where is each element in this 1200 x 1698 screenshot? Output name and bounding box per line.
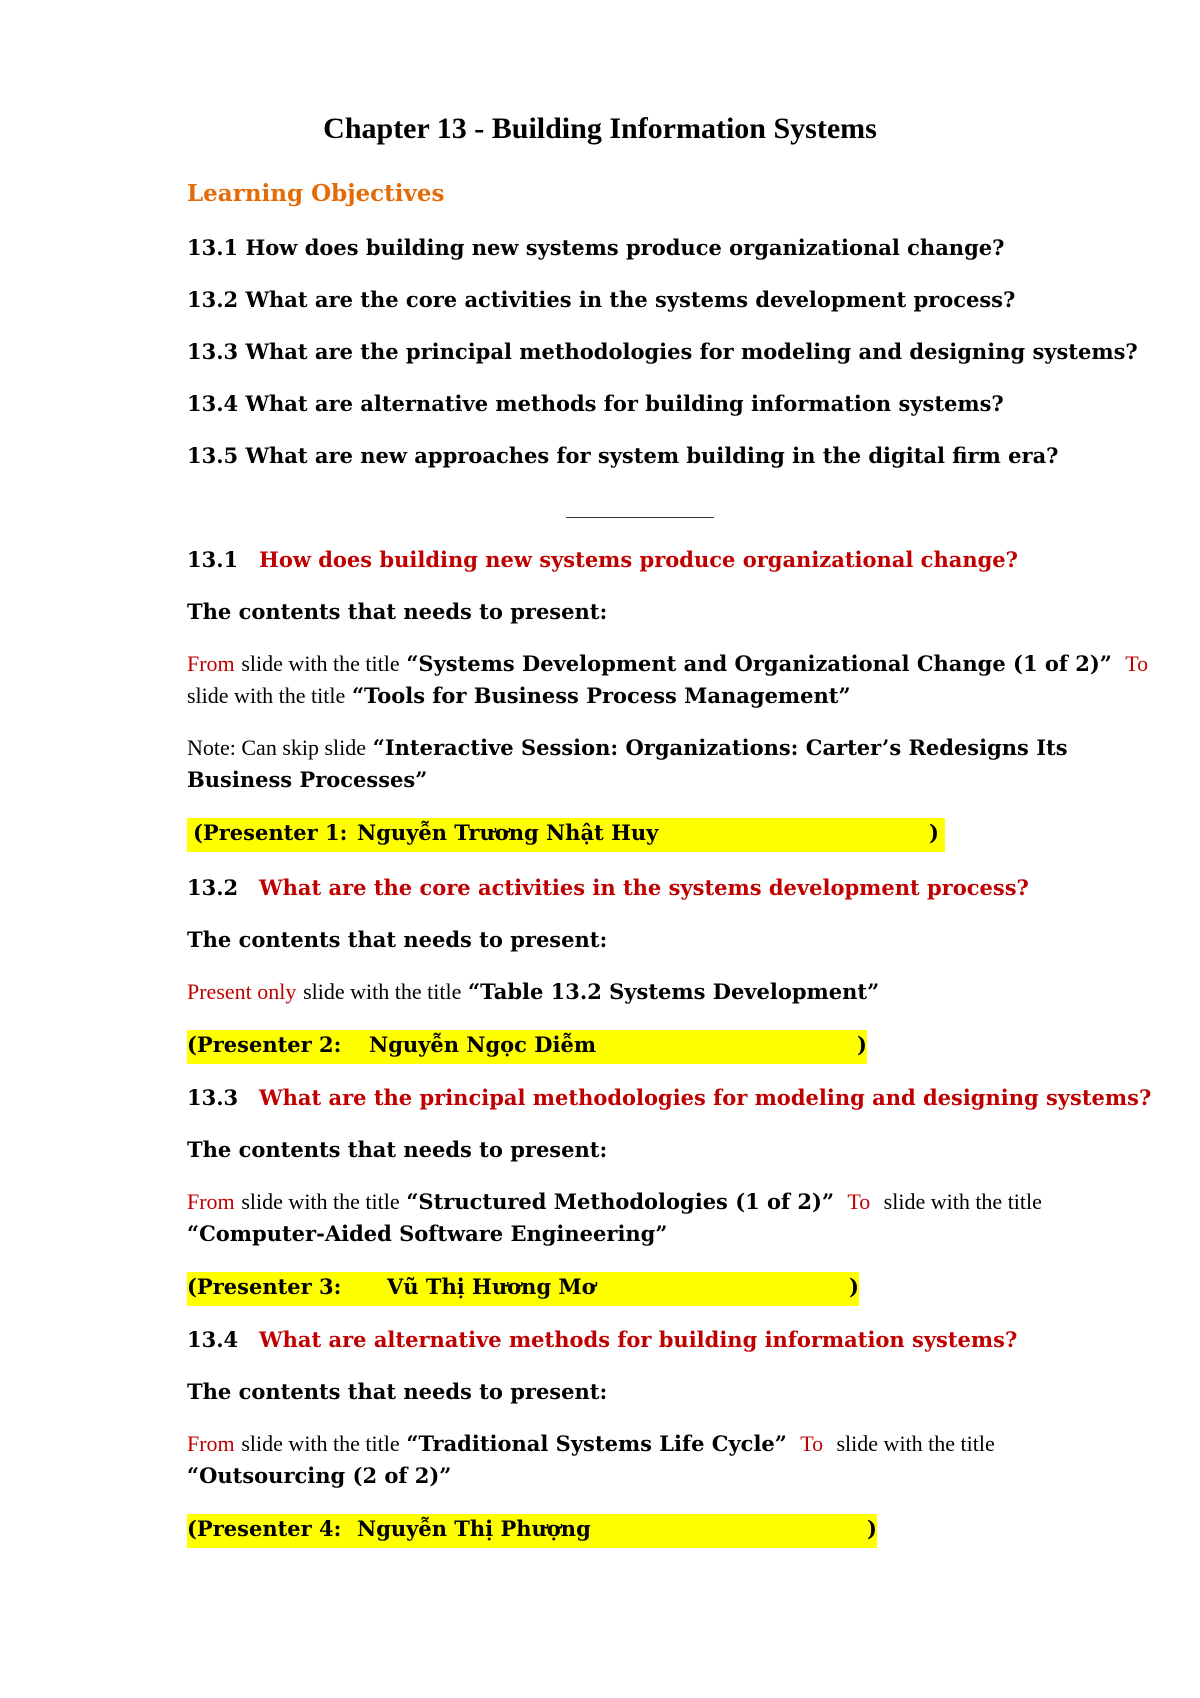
presenter-highlight <box>187 1030 867 1064</box>
only-slide-title: “Table 13.2 Systems Development” <box>468 979 880 1004</box>
section-heading <box>187 1324 1107 1356</box>
from-label: From <box>187 651 235 676</box>
slide-range <box>187 1186 1107 1218</box>
to-slide-title: “Outsourcing (2 of 2)” <box>187 1463 452 1488</box>
presenter-highlight <box>187 1514 877 1548</box>
presenter-close: ) <box>857 1032 867 1057</box>
section-separator <box>566 517 714 518</box>
section-question: How does building new systems produce organizational change? <box>259 547 1018 572</box>
note <box>187 732 1107 764</box>
slide-only <box>187 976 1107 1008</box>
section-heading <box>187 872 1107 904</box>
section-number: 13.4 <box>187 1327 239 1352</box>
slide-with-title-text: slide with the title <box>836 1431 995 1456</box>
objective-item: 13.4 What are alternative methods for building information systems? <box>187 391 1004 416</box>
objectives-heading: Learning Objectives <box>187 180 445 207</box>
section-question: What are the core activities in the systems development process? <box>259 875 1029 900</box>
slide-with-title-text: slide with the title <box>241 1431 400 1456</box>
presenter-label: (Presenter 2: <box>187 1032 342 1057</box>
from-slide-title: “Traditional Systems Life Cycle” <box>406 1431 787 1456</box>
section-question: What are alternative methods for building information systems? <box>259 1327 1018 1352</box>
to-label: To <box>847 1189 871 1214</box>
contents-label: The contents that needs to present: <box>187 1379 608 1404</box>
section-number: 13.3 <box>187 1085 239 1110</box>
presenter-name: Vũ Thị Hương Mơ <box>387 1274 596 1299</box>
presenter-name: Nguyễn Ngọc Diễm <box>369 1032 597 1057</box>
presenter-close: ) <box>867 1516 877 1541</box>
slide-with-title-text: slide with the title <box>241 651 400 676</box>
present-only-label: Present only <box>187 979 297 1004</box>
objective-item: 13.1 How does building new systems produce organizational change? <box>187 235 1005 260</box>
slide-with-title-text: slide with the title <box>241 1189 400 1214</box>
objective-item: 13.3 What are the principal methodologies for modeling and designing systems? <box>187 339 1138 364</box>
slide-range <box>187 648 1149 680</box>
section-heading <box>187 544 1107 576</box>
slide-range-cont <box>187 680 1107 712</box>
presenter-label: (Presenter 3: <box>187 1274 342 1299</box>
from-label: From <box>187 1189 235 1214</box>
note-slide-title-cont: Business Processes” <box>187 767 428 792</box>
section-question: What are the principal methodologies for modeling and designing systems? <box>259 1085 1152 1110</box>
presenter-label: (Presenter 4: <box>187 1516 342 1541</box>
slide-with-title-text: slide with the title <box>883 1189 1042 1214</box>
slide-with-title-text: slide with the title <box>303 979 462 1004</box>
presenter-name: Nguyễn Thị Phượng <box>357 1516 591 1541</box>
contents-label: The contents that needs to present: <box>187 1137 608 1162</box>
objective-item: 13.5 What are new approaches for system building in the digital firm era? <box>187 443 1059 468</box>
note-label: Note: Can skip slide <box>187 735 367 760</box>
from-slide-title: “Systems Development and Organizational Change (1 of 2)” <box>406 651 1112 676</box>
page-title: Chapter 13 - Building Information Systems <box>323 112 877 145</box>
from-label: From <box>187 1431 235 1456</box>
slide-range <box>187 1428 1107 1460</box>
presenter-close: ) <box>849 1274 859 1299</box>
to-slide-title: “Computer-Aided Software Engineering” <box>187 1221 668 1246</box>
presenter-label: (Presenter 1: <box>193 820 348 845</box>
presenter-highlight <box>187 1272 859 1306</box>
to-label: To <box>800 1431 824 1456</box>
to-slide-title: “Tools for Business Process Management” <box>351 683 851 708</box>
from-slide-title: “Structured Methodologies (1 of 2)” <box>406 1189 835 1214</box>
section-heading <box>187 1082 1152 1114</box>
objective-item: 13.2 What are the core activities in the systems development process? <box>187 287 1016 312</box>
contents-label: The contents that needs to present: <box>187 927 608 952</box>
presenter-highlight <box>187 818 945 852</box>
section-number: 13.1 <box>187 547 239 572</box>
contents-label: The contents that needs to present: <box>187 599 608 624</box>
to-label: To <box>1125 651 1149 676</box>
presenter-close: ) <box>929 820 939 845</box>
presenter-name: Nguyễn Trương Nhật Huy <box>357 820 659 845</box>
section-number: 13.2 <box>187 875 239 900</box>
slide-with-title-text: slide with the title <box>187 683 346 708</box>
note-slide-title: “Interactive Session: Organizations: Carter’s Redesigns Its <box>372 735 1068 760</box>
